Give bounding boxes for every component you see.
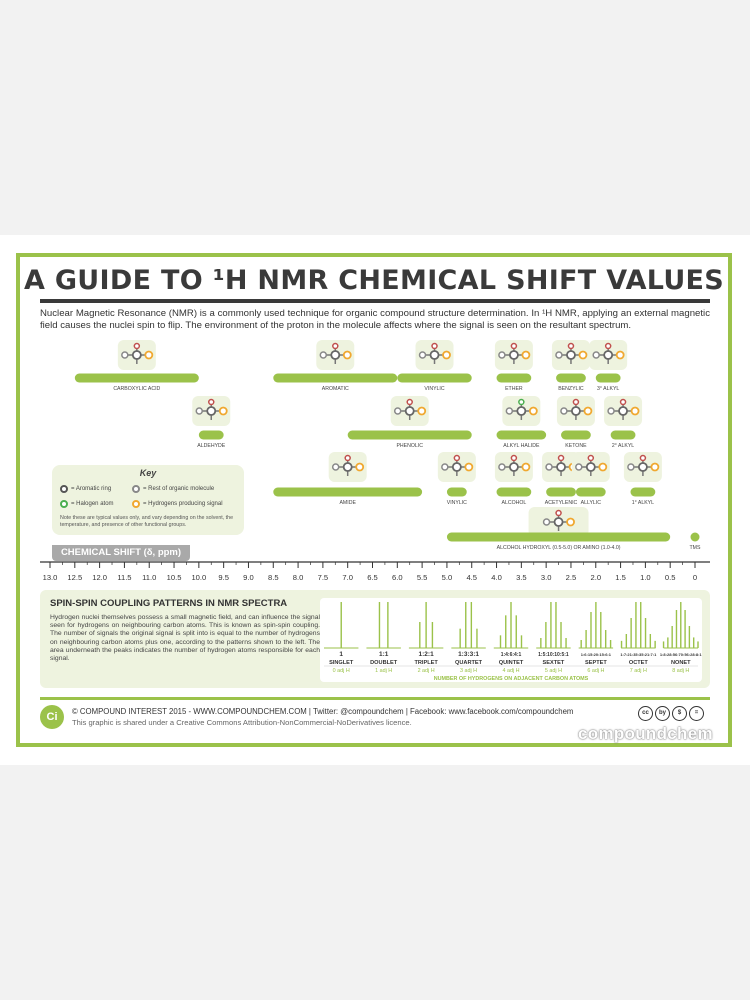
range-label: ALLYLIC — [580, 500, 602, 506]
molecule-diagram — [589, 340, 627, 370]
coupling-ratio: 1:2:1 — [418, 651, 434, 658]
coupling-ratio: 1 — [339, 651, 344, 658]
coupling-name: SINGLET — [329, 660, 354, 666]
molecule-diagram — [316, 340, 354, 370]
aromatic-ring-icon — [60, 485, 68, 493]
coupling-peak — [680, 602, 681, 648]
coupling-adj: 0 adj H — [332, 668, 350, 674]
molecule-icon — [132, 485, 140, 493]
footer-credits: © COMPOUND INTEREST 2015 - WWW.COMPOUNDCHEM.COM | Twitter: @compoundchem | Facebook: www.facebook.com/compoundchem — [72, 707, 574, 716]
coupling-peak — [600, 612, 601, 648]
x-tick-label: 1.5 — [615, 573, 626, 582]
coupling-peak — [693, 637, 694, 648]
coupling-ratio: 1:7:21:35:35:21:7:1 — [620, 652, 657, 657]
molecule-diagram — [118, 340, 156, 370]
range-label: KETONE — [565, 443, 587, 449]
coupling-ratio: 1:8:28:56:70:56:28:8:1 — [659, 652, 702, 657]
coupling-peak — [521, 635, 522, 648]
x-tick-label: 8.0 — [292, 573, 304, 582]
key-item-hydrogen — [132, 500, 223, 508]
coupling-ratio: 1:1 — [378, 651, 389, 658]
range-label: CARBOXYLIC ACID — [113, 386, 161, 392]
key-box — [52, 465, 244, 535]
molecule-diagram — [557, 396, 595, 426]
coupling-peak — [650, 634, 651, 648]
molecule-diagram — [391, 396, 429, 426]
coupling-peak — [630, 618, 631, 648]
coupling-peak — [505, 615, 506, 648]
x-tick-label: 3.0 — [540, 573, 552, 582]
molecule-diagram — [502, 396, 540, 426]
coupling-adj: 2 adj H — [417, 668, 435, 674]
x-tick-label: 10.5 — [166, 573, 182, 582]
coupling-peak — [500, 635, 501, 648]
coupling-peak — [697, 641, 698, 648]
key-note: Note these are typical values only, and vary depending on the solvent, the temperature, and presence of other functional groups. — [60, 515, 234, 528]
coupling-name: SEPTET — [585, 660, 607, 666]
noderivatives-icon: = — [689, 706, 704, 721]
range-label: VINYLIC — [446, 500, 467, 506]
coupling-peak — [689, 626, 690, 648]
coupling-peak — [676, 610, 677, 648]
coupling-name: QUARTET — [455, 660, 483, 666]
coupling-text: Hydrogen nuclei themselves possess a small magnetic field, and can influence the signal seen for hydrogens on neighbouring carbon atoms. This is known as spin-spin coupling. The number of signals the original signal is split into is equal to the number of hydrogens on neighbouring carbon atoms plus one, according to the patterns shown to the left. The area underneath the peaks indicates the number of hydrogen atoms responsible for each signal. — [50, 614, 320, 663]
range-label: TMS — [689, 545, 701, 551]
key-title: Key — [139, 468, 157, 478]
coupling-adj: 6 adj H — [587, 668, 605, 674]
range-label: ALDEHYDE — [197, 443, 226, 449]
x-tick-label: 7.0 — [342, 573, 353, 582]
coupling-section — [40, 590, 710, 688]
coupling-peak — [540, 638, 541, 648]
x-tick-label: 6.0 — [392, 573, 403, 582]
range-bar — [561, 431, 591, 440]
coupling-peak — [635, 602, 636, 648]
range-bar — [75, 374, 199, 383]
range-bar — [447, 533, 670, 542]
coupling-patterns — [320, 598, 702, 682]
molecule-diagram — [624, 452, 662, 482]
coupling-adj: 5 adj H — [544, 668, 562, 674]
coupling-ratio: 1:6:15:20:15:6:1 — [580, 652, 612, 657]
range-label: 3° ALKYL — [597, 386, 620, 392]
compound-interest-logo: Ci — [40, 705, 64, 729]
coupling-peak — [545, 622, 546, 648]
range-label: ALKYL HALIDE — [503, 443, 540, 449]
range-bar — [556, 374, 586, 383]
coupling-peak — [671, 626, 672, 648]
x-tick-label: 0.5 — [664, 573, 676, 582]
x-tick-label: 7.5 — [317, 573, 329, 582]
x-tick-label: 3.5 — [516, 573, 527, 582]
by-icon: by — [655, 706, 670, 721]
coupling-adj: 8 adj H — [672, 668, 690, 674]
coupling-peak — [555, 602, 556, 648]
x-tick-label: 4.0 — [491, 573, 502, 582]
coupling-peak — [425, 602, 426, 648]
range-bar — [576, 488, 606, 497]
range-bar — [497, 431, 547, 440]
cc-icon: cc — [638, 706, 653, 721]
coupling-peak — [595, 602, 596, 648]
coupling-peak — [419, 622, 420, 648]
range-bar — [348, 431, 472, 440]
range-bar — [631, 488, 656, 497]
molecule-diagram — [604, 396, 642, 426]
x-tick-label: 9.0 — [243, 573, 254, 582]
coupling-peak — [379, 602, 380, 648]
range-bar — [611, 431, 636, 440]
range-bar — [497, 488, 532, 497]
coupling-peak — [640, 602, 641, 648]
x-tick-label: 8.5 — [267, 573, 279, 582]
range-label: PHENOLIC — [396, 443, 423, 449]
molecule-diagram — [572, 452, 610, 482]
range-label: ACETYLENIC — [544, 500, 578, 506]
hydrogen-icon — [132, 500, 140, 508]
key-item-aromatic — [60, 485, 111, 493]
molecule-diagram — [495, 452, 533, 482]
key-item-label: = Hydrogens producing signal — [143, 501, 223, 507]
coupling-title: SPIN-SPIN COUPLING PATTERNS IN NMR SPECTRA — [50, 598, 288, 609]
x-tick-label: 1.0 — [640, 573, 651, 582]
coupling-name: SEXTET — [542, 660, 565, 666]
footer-rule — [40, 697, 710, 700]
key-item-label: = Aromatic ring — [71, 486, 112, 492]
coupling-peak — [465, 602, 466, 648]
x-tick-label: 12.0 — [92, 573, 108, 582]
coupling-name: QUINTET — [498, 660, 524, 666]
molecule-diagram — [192, 396, 230, 426]
x-tick-label: 13.0 — [42, 573, 58, 582]
coupling-peak — [510, 602, 511, 648]
range-label: AMIDE — [339, 500, 356, 506]
range-bar — [273, 374, 397, 383]
coupling-adj: 4 adj H — [502, 668, 520, 674]
range-bar — [447, 488, 467, 497]
page-title: A GUIDE TO ¹H NMR CHEMICAL SHIFT VALUES — [23, 265, 725, 296]
coupling-peak — [645, 618, 646, 648]
coupling-panel — [320, 598, 702, 682]
x-tick-label: 0 — [692, 573, 698, 582]
coupling-peak — [605, 630, 606, 648]
molecule-diagram — [552, 340, 590, 370]
coupling-peak — [341, 602, 342, 648]
coupling-peak — [516, 615, 517, 648]
coupling-peak — [550, 602, 551, 648]
coupling-peak — [459, 629, 460, 648]
range-label: VINYLIC — [424, 386, 445, 392]
range-label: 2° ALKYL — [611, 443, 635, 449]
coupling-peak — [565, 638, 566, 648]
coupling-name: DOUBLET — [370, 660, 398, 666]
range-label: ALCOHOL HYDROXYL (0.5-5.0) OR AMINO (1.0-4.0) — [496, 545, 621, 551]
x-tick-label: 5.0 — [441, 573, 453, 582]
x-tick-label: 2.0 — [590, 573, 602, 582]
cc-licence-icons — [638, 706, 704, 721]
x-tick-label: 4.5 — [466, 573, 478, 582]
coupling-name: TRIPLET — [414, 660, 438, 666]
range-label: 1° ALKYL — [631, 500, 655, 506]
coupling-peak — [610, 640, 611, 648]
key-item-molecule — [132, 485, 214, 493]
key-item-halogen — [60, 500, 114, 508]
x-tick-label: 9.5 — [218, 573, 229, 582]
coupling-peak — [476, 629, 477, 648]
range-label: BENZYLIC — [558, 386, 584, 392]
footer-licence: This graphic is shared under a Creative Commons Attribution-NonCommercial-NoDerivatives licence. — [72, 718, 412, 727]
coupling-peak — [560, 622, 561, 648]
coupling-peak — [590, 612, 591, 648]
range-label: AROMATIC — [321, 386, 349, 392]
coupling-peak — [471, 602, 472, 648]
range-bar — [273, 488, 422, 497]
coupling-peak — [663, 641, 664, 648]
x-tick-label: 10.0 — [191, 573, 207, 582]
coupling-peak — [621, 641, 622, 648]
x-tick-label: 2.5 — [565, 573, 577, 582]
coupling-ratio: 1:3:3:1 — [458, 651, 480, 658]
range-label: ALCOHOL — [501, 500, 527, 506]
coupling-peak — [387, 602, 388, 648]
molecule-diagram — [438, 452, 476, 482]
coupling-adj: 3 adj H — [460, 668, 478, 674]
x-tick-label: 11.5 — [117, 573, 132, 582]
coupling-peak — [432, 622, 433, 648]
shift-axis-label: CHEMICAL SHIFT (δ, ppm) — [52, 545, 190, 561]
molecule-diagram — [495, 340, 533, 370]
coupling-peak — [654, 641, 655, 648]
key-item-label: = Halogen atom — [71, 501, 114, 507]
range-bar — [546, 488, 576, 497]
coupling-adj: 7 adj H — [629, 668, 647, 674]
range-bar — [199, 431, 224, 440]
coupling-peak — [684, 610, 685, 648]
coupling-adj: 1 adj H — [375, 668, 393, 674]
coupling-peak — [626, 634, 627, 648]
coupling-peak — [580, 640, 581, 648]
x-tick-label: 6.5 — [367, 573, 378, 582]
intro-text: Nuclear Magnetic Resonance (NMR) is a commonly used technique for organic compound structure determination. In ¹H NMR, applying an external magnetic field causes the nuclei spin to flip. The environment of the proton in the molecule affects where the signal is seen on the resultant spectrum. — [40, 308, 710, 331]
range-bar — [397, 374, 471, 383]
range-bar-tms — [691, 533, 700, 542]
coupling-ratio: 1:4:6:4:1 — [500, 652, 522, 658]
x-tick-label: 12.5 — [67, 573, 83, 582]
coupling-name: OCTET — [628, 660, 648, 666]
molecule-diagram — [416, 340, 454, 370]
coupling-ratio: 1:5:10:10:5:1 — [538, 652, 569, 658]
coupling-peak — [585, 630, 586, 648]
noncommercial-icon: $ — [672, 706, 687, 721]
range-bar — [497, 374, 532, 383]
range-label: ETHER — [505, 386, 523, 392]
watermark: compoundchem — [578, 724, 713, 743]
x-tick-label: 11.0 — [142, 573, 157, 582]
range-bar — [596, 374, 621, 383]
coupling-peak — [667, 637, 668, 648]
halogen-icon — [60, 500, 68, 508]
coupling-axis-label: NUMBER OF HYDROGENS ON ADJACENT CARBON ATOMS — [433, 676, 589, 682]
key-item-label: = Rest of organic molecule — [143, 486, 215, 492]
coupling-name: NONET — [670, 660, 691, 666]
x-tick-label: 5.5 — [416, 573, 428, 582]
molecule-diagram — [329, 452, 367, 482]
